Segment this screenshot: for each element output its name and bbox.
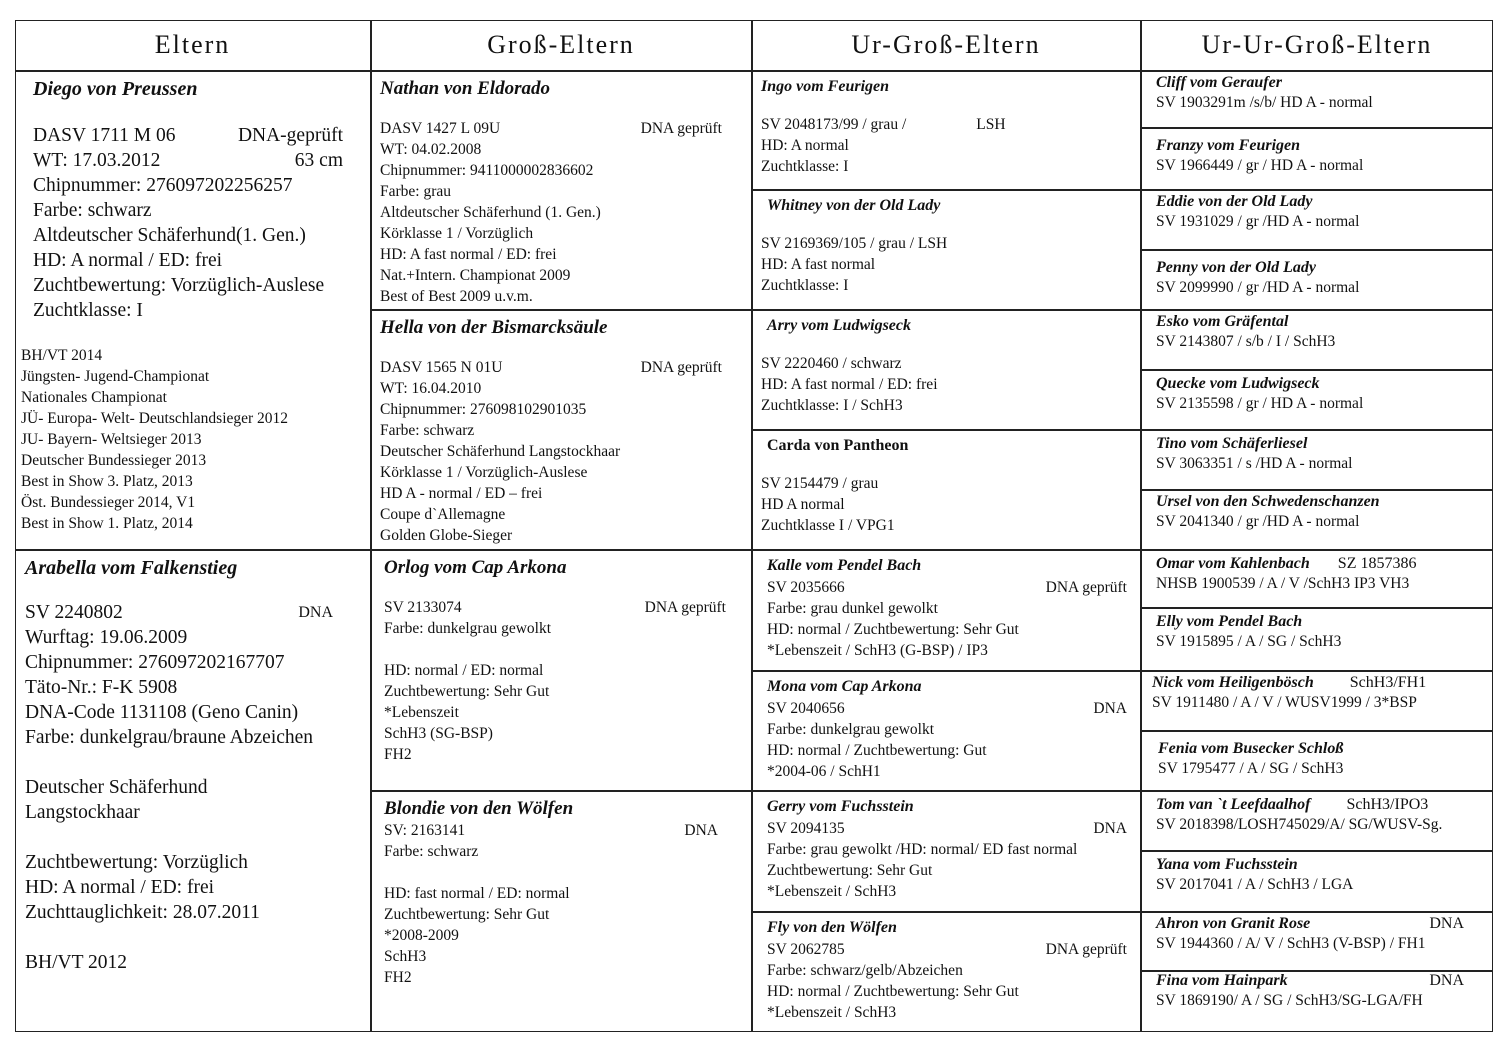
- registration-line: [33, 123, 361, 148]
- header-ur-gross-eltern: Ur-Groß-Eltern: [851, 30, 1041, 59]
- grandparent-cell: [372, 792, 750, 1031]
- registration: SV 2240802: [25, 602, 123, 623]
- dog-name: Arry vom Ludwigseck: [767, 317, 911, 334]
- info-line: SV 2135598 / gr / HD A - normal: [1156, 395, 1364, 412]
- dna-status: DNA geprüft: [640, 120, 722, 137]
- info-line: DNA-Code 1131108 (Geno Canin): [25, 702, 299, 723]
- info-line: Farbe: schwarz: [380, 422, 475, 439]
- title-line: Deutscher Bundessieger 2013: [21, 452, 207, 469]
- ggg-cell: [1142, 913, 1492, 969]
- dna-status: DNA geprüft: [1045, 941, 1127, 958]
- info-line: Golden Globe-Sieger: [380, 527, 513, 544]
- info-line: BH/VT 2012: [25, 952, 128, 973]
- dog-name: Omar vom Kahlenbach: [1156, 555, 1310, 572]
- info-line: Deutscher Schäferhund: [25, 777, 208, 798]
- info-line: Chipnummer: 276097202167707: [25, 652, 285, 673]
- titles-extra: SchH3/IPO3: [1346, 796, 1429, 813]
- info-line: Farbe: grau dunkel gewolkt: [767, 600, 938, 617]
- info-line: Chipnummer: 276098102901035: [380, 401, 587, 418]
- dog-name: Fly von den Wölfen: [767, 919, 897, 936]
- registration-line: [767, 577, 1131, 598]
- dog-name: Hella von der Bismarcksäule: [380, 317, 608, 338]
- header-eltern: Eltern: [154, 30, 231, 59]
- dog-name: Franzy vom Feurigen: [1156, 137, 1301, 154]
- great-grandparent-cell: [753, 311, 1139, 428]
- registration: SV: 2163141: [384, 822, 466, 839]
- dog-name: Kalle vom Pendel Bach: [767, 557, 922, 574]
- info-line: Zuchtklasse: I: [761, 277, 849, 294]
- info-line: WT: 04.02.2008: [380, 141, 482, 158]
- height: 63 cm: [294, 150, 343, 171]
- info-line: Coupe d`Allemagne: [380, 506, 506, 523]
- title-line: Öst. Bundessieger 2014, V1: [21, 494, 196, 511]
- dog-name-line: [1152, 674, 1484, 692]
- title-line: Best in Show 1. Platz, 2014: [21, 515, 193, 532]
- dna-status: DNA geprüft: [1045, 579, 1127, 596]
- info-line: HD: normal / ED: normal: [384, 662, 544, 679]
- info-line: Farbe: dunkelgrau gewolkt: [767, 721, 935, 738]
- title-line: BH/VT 2014: [21, 347, 103, 364]
- dog-name: Ursel von den Schwedenschanzen: [1156, 493, 1380, 510]
- info-line: HD: A fast normal / ED: frei: [380, 246, 557, 263]
- info-line: SchH3: [384, 948, 427, 965]
- info-line: Chipnummer: 9411000002836602: [380, 162, 594, 179]
- title-line: Jüngsten- Jugend-Championat: [21, 368, 210, 385]
- info-line: Farbe: schwarz/gelb/Abzeichen: [767, 962, 963, 979]
- info-line: *Lebenszeit: [384, 704, 459, 721]
- info-line: Täto-Nr.: F-K 5908: [25, 677, 178, 698]
- dog-name: Whitney von der Old Lady: [767, 197, 941, 214]
- dna-status: DNA-geprüft: [237, 125, 343, 146]
- grandparent-cell: [372, 311, 750, 548]
- dog-name: Elly vom Pendel Bach: [1156, 613, 1303, 630]
- info-line: HD A - normal / ED – frei: [380, 485, 543, 502]
- info-line: *Lebenszeit / SchH3 (G-BSP) / IP3: [767, 642, 988, 659]
- info-line: Langstockhaar: [25, 802, 140, 823]
- dna-status: DNA geprüft: [640, 359, 722, 376]
- header-gross-eltern: Groß-Eltern: [487, 30, 635, 59]
- info-line: SV 1915895 / A / SG / SchH3: [1156, 633, 1342, 650]
- dna-status: DNA: [1429, 915, 1464, 932]
- info-line: FH2: [384, 746, 412, 763]
- dog-name: Eddie von der Old Lady: [1156, 193, 1313, 210]
- parent-sire: [17, 72, 369, 548]
- info-line: Zuchtbewertung: Sehr Gut: [384, 683, 550, 700]
- dog-name: Nathan von Eldorado: [380, 78, 550, 99]
- info-line: Zuchtklasse: I: [761, 158, 849, 175]
- dna-status: DNA: [1093, 820, 1127, 837]
- info-line: SV 2099990 / gr /HD A - normal: [1156, 279, 1360, 296]
- dna-status: DNA: [1093, 700, 1127, 717]
- info-line: Altdeutscher Schäferhund (1. Gen.): [380, 204, 601, 221]
- dog-name: Mona vom Cap Arkona: [767, 678, 922, 695]
- info-line: Zuchttauglichkeit: 28.07.2011: [25, 902, 260, 923]
- info-line: HD: A normal / ED: frei: [25, 877, 215, 898]
- registration-line: [25, 600, 361, 625]
- info-line: SV 1944360 / A/ V / SchH3 (V-BSP) / FH1: [1156, 935, 1426, 952]
- dna-status: DNA: [1429, 972, 1464, 989]
- info-line: SV 1795477 / A / SG / SchH3: [1158, 760, 1344, 777]
- info-line: Zuchtbewertung: Sehr Gut: [767, 862, 933, 879]
- info-line: Deutscher Schäferhund Langstockhaar: [380, 443, 621, 460]
- registration: SV 2169369/105 / grau / LSH: [761, 235, 948, 252]
- info-line: Farbe: schwarz: [33, 200, 152, 221]
- dog-name: Tino vom Schäferliesel: [1156, 435, 1308, 452]
- registration: DASV 1711 M 06: [33, 125, 176, 146]
- registration: SV 2154479 / grau: [761, 475, 879, 492]
- wt-line: [33, 148, 361, 173]
- dog-name: Penny von der Old Lady: [1156, 259, 1316, 276]
- registration-line: [384, 820, 742, 841]
- dog-name-line: [1156, 972, 1484, 990]
- info-line: SV 1931029 / gr /HD A - normal: [1156, 213, 1360, 230]
- info-line: Körklasse 1 / Vorzüglich-Auslese: [380, 464, 588, 481]
- dog-name: Carda von Pantheon: [767, 437, 909, 454]
- registration: SV 2040656: [767, 700, 845, 717]
- dog-name: Nick vom Heiligenbösch: [1152, 674, 1314, 691]
- great-grandparent-cell: [753, 913, 1139, 1031]
- ggg-cell: [1142, 491, 1492, 548]
- info-line: Farbe: grau: [380, 183, 452, 200]
- info-line: Zuchtklasse: I / SchH3: [761, 397, 903, 414]
- registration: SV 2220460 / schwarz: [761, 355, 902, 372]
- registration-line: [767, 698, 1131, 719]
- title-line: JU- Bayern- Weltsieger 2013: [21, 431, 202, 448]
- variety: LSH: [976, 116, 1006, 133]
- info-line: Altdeutscher Schäferhund(1. Gen.): [33, 225, 306, 246]
- dog-name: Esko vom Gräfental: [1156, 313, 1289, 330]
- great-grandparent-cell: [753, 191, 1139, 308]
- info-line: *2004-06 / SchH1: [767, 763, 881, 780]
- info-line: Zuchtbewertung: Vorzüglich-Auslese: [33, 275, 325, 296]
- dog-name: Diego von Preussen: [33, 78, 198, 100]
- ggg-cell: [1142, 972, 1492, 1030]
- registration: SV 2035666: [767, 579, 845, 596]
- info-line: SV 2143807 / s/b / I / SchH3: [1156, 333, 1336, 350]
- ggg-cell: [1142, 672, 1492, 729]
- dna-status: DNA geprüft: [644, 599, 726, 616]
- registration-line: [380, 118, 742, 139]
- dog-name: Arabella vom Falkenstieg: [25, 557, 238, 579]
- ggg-cell: [1142, 431, 1492, 488]
- info-line: *Lebenszeit / SchH3: [767, 883, 897, 900]
- info-line: *Lebenszeit / SchH3: [767, 1004, 897, 1021]
- grandparent-cell: [372, 551, 750, 789]
- ggg-cell: [1142, 371, 1492, 428]
- dog-name: Fenia vom Busecker Schloß: [1158, 740, 1344, 757]
- registration: SV 2062785: [767, 941, 845, 958]
- info-line: HD: A fast normal: [761, 256, 876, 273]
- info-line: Wurftag: 19.06.2009: [25, 627, 188, 648]
- parent-dam: [17, 551, 369, 1031]
- great-grandparent-cell: [753, 792, 1139, 910]
- info-line: HD: normal / Zuchtbewertung: Sehr Gut: [767, 983, 1019, 1000]
- info-line: HD: normal / Zuchtbewertung: Gut: [767, 742, 987, 759]
- title-line: JÜ- Europa- Welt- Deutschlandsieger 2012: [21, 410, 289, 427]
- info-line: HD A normal: [761, 496, 845, 513]
- dna-status: DNA: [298, 604, 333, 621]
- registration: DASV 1565 N 01U: [380, 359, 503, 376]
- dna-status: DNA: [684, 822, 718, 839]
- whelp-date: WT: 17.03.2012: [33, 150, 161, 171]
- great-grandparent-cell: [753, 72, 1139, 188]
- info-line: SV 1911480 / A / V / WUSV1999 / 3*BSP: [1152, 694, 1417, 711]
- info-line: Körklasse 1 / Vorzüglich: [380, 225, 534, 242]
- info-line: SV 3063351 / s /HD A - normal: [1156, 455, 1353, 472]
- info-line: HD: A fast normal / ED: frei: [761, 376, 938, 393]
- registration: DASV 1427 L 09U: [380, 120, 501, 137]
- ggg-cell: [1142, 311, 1492, 368]
- info-line: WT: 16.04.2010: [380, 380, 482, 397]
- registration-line: [767, 818, 1131, 839]
- registration-line: [761, 114, 1131, 135]
- registration: SV 2133074: [384, 599, 462, 616]
- ggg-cell: [1142, 609, 1492, 669]
- info-line: HD: normal / Zuchtbewertung: Sehr Gut: [767, 621, 1019, 638]
- registration-line: [384, 597, 742, 618]
- info-line: *2008-2009: [384, 927, 459, 944]
- great-grandparent-cell: [753, 431, 1139, 548]
- info-line: SV 1869190/ A / SG / SchH3/SG-LGA/FH: [1156, 992, 1423, 1009]
- info-line: HD: fast normal / ED: normal: [384, 885, 570, 902]
- title-line: Best in Show 3. Platz, 2013: [21, 473, 193, 490]
- info-line: NHSB 1900539 / A / V /SchH3 IP3 VH3: [1156, 575, 1410, 592]
- info-line: SV 2018398/LOSH745029/A/ SG/WUSV-Sg.: [1156, 816, 1443, 833]
- dog-name: Ingo vom Feurigen: [761, 78, 890, 95]
- dog-name-line: [1156, 555, 1484, 573]
- info-line: SV 1966449 / gr / HD A - normal: [1156, 157, 1364, 174]
- info-line: Farbe: schwarz: [384, 843, 479, 860]
- dog-name: Blondie von den Wölfen: [384, 798, 574, 819]
- ggg-cell: [1142, 129, 1492, 188]
- registration-extra: SZ 1857386: [1337, 555, 1417, 572]
- great-grandparent-cell: [753, 551, 1139, 669]
- registration-line: [380, 357, 742, 378]
- ggg-cell: [1142, 251, 1492, 308]
- header-ur-ur-gross-eltern: Ur-Ur-Groß-Eltern: [1201, 30, 1433, 59]
- dog-name: Yana vom Fuchsstein: [1156, 856, 1298, 873]
- dog-name: Orlog vom Cap Arkona: [384, 557, 567, 578]
- dog-name: Quecke vom Ludwigseck: [1156, 375, 1320, 392]
- info-line: FH2: [384, 969, 412, 986]
- info-line: HD: A normal: [761, 137, 849, 154]
- dog-name: Ahron von Granit Rose: [1156, 915, 1311, 932]
- ggg-cell: [1142, 732, 1492, 789]
- info-line: HD: A normal / ED: frei: [33, 250, 223, 271]
- info-line: Best of Best 2009 u.v.m.: [380, 288, 533, 305]
- ggg-cell: [1142, 191, 1492, 248]
- dog-name-line: [1156, 796, 1488, 814]
- info-line: SV 2017041 / A / SchH3 / LGA: [1156, 876, 1354, 893]
- registration-line: [767, 939, 1131, 960]
- ggg-cell: [1142, 551, 1492, 606]
- title-line: Nationales Championat: [21, 389, 167, 406]
- ggg-cell: [1142, 72, 1492, 126]
- dog-name: Fina vom Hainpark: [1156, 972, 1288, 989]
- info-line: Zuchtklasse: I: [33, 300, 143, 321]
- ggg-cell: [1142, 852, 1492, 910]
- ggg-cell: [1142, 792, 1492, 849]
- grandparent-cell: [372, 72, 750, 308]
- info-line: Zuchtklasse I / VPG1: [761, 517, 895, 534]
- dog-name: Cliff vom Geraufer: [1156, 74, 1282, 91]
- info-line: Farbe: dunkelgrau/braune Abzeichen: [25, 727, 314, 748]
- dog-name: Tom van `t Leefdaalhof: [1156, 796, 1311, 813]
- dog-name-line: [1156, 915, 1484, 933]
- registration: SV 2094135: [767, 820, 845, 837]
- info-line: SV 2041340 / gr /HD A - normal: [1156, 513, 1360, 530]
- info-line: Farbe: grau gewolkt /HD: normal/ ED fast normal: [767, 841, 1078, 858]
- info-line: Zuchtbewertung: Vorzüglich: [25, 852, 248, 873]
- info-line: Chipnummer: 276097202256257: [33, 175, 293, 196]
- great-grandparent-cell: [753, 672, 1139, 789]
- info-line: SV 1903291m /s/b/ HD A - normal: [1156, 94, 1373, 111]
- registration: SV 2048173/99 / grau /: [761, 116, 907, 133]
- info-line: SchH3 (SG-BSP): [384, 725, 493, 742]
- info-line: Zuchtbewertung: Sehr Gut: [384, 906, 550, 923]
- dog-name: Gerry vom Fuchsstein: [767, 798, 914, 815]
- info-line: Nat.+Intern. Championat 2009: [380, 267, 571, 284]
- titles-extra: SchH3/FH1: [1349, 674, 1427, 691]
- info-line: Farbe: dunkelgrau gewolkt: [384, 620, 552, 637]
